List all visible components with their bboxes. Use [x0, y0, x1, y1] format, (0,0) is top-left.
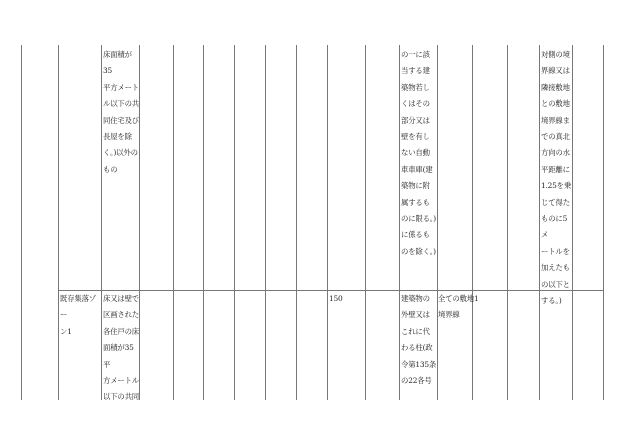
- column-rule: [58, 45, 59, 400]
- column-rule: [296, 45, 297, 400]
- column-rule: [603, 45, 604, 400]
- zone-name: 既存集落ゾー ン1: [60, 294, 96, 336]
- column-rule: [472, 45, 473, 400]
- column-rule: [234, 45, 235, 400]
- column-rule: [539, 45, 540, 400]
- column-rule: [399, 45, 400, 400]
- lower-row-value-150: 150: [329, 294, 343, 303]
- column-rule: [365, 45, 366, 400]
- upper-row-col3-text: 床面積が35 平方メート ル以下の共 同住宅及び 長屋を除 く。)以外の もの: [103, 50, 139, 174]
- upper-row-col16-text: 対側の境 界線又は 隣接敷地 との敷地 境界線ま での真北 方向の水 平距離に 1.25を乗 じて得た ものに5メ ートルを 加えたも の以下と する。): [541, 50, 572, 306]
- column-rule: [101, 45, 102, 400]
- lower-row-col11-text: 建築物の 外壁又は これに代 わる柱(政 令第135条 の22各号: [401, 294, 437, 386]
- upper-row-col11-text: の一に該 当する建 築物若し くはその 部分又は 壁を有し ない自動 車車庫(建 築物に附 属するも のに限る。) に係るも のを除く。): [401, 50, 436, 256]
- column-rule: [327, 45, 328, 400]
- lower-row-col12-text: 全ての敷地 境界線: [438, 294, 474, 320]
- column-rule: [203, 45, 204, 400]
- column-rule: [21, 45, 22, 400]
- column-rule: [507, 45, 508, 400]
- lower-row-col3-text: 床又は壁で 区画された 各住戸の床 面積が35平 方メートル 以下の共同: [103, 294, 139, 402]
- column-rule: [265, 45, 266, 400]
- column-rule: [173, 45, 174, 400]
- lower-row-col13-text: 1: [474, 294, 479, 303]
